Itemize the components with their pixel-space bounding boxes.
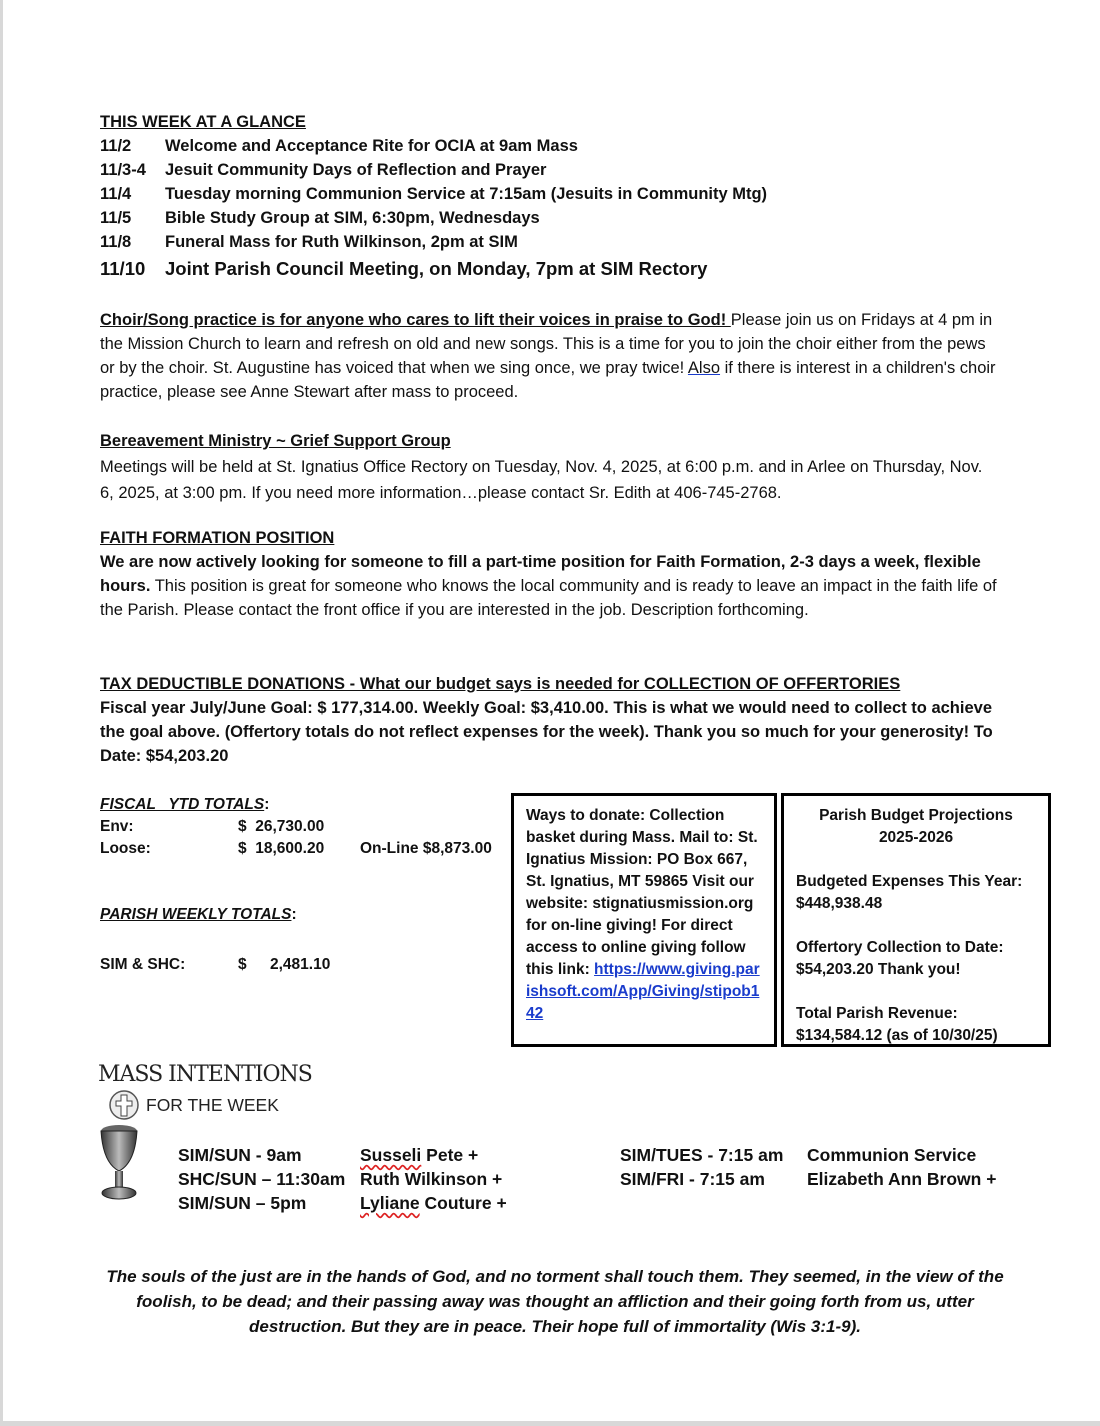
colon: : — [291, 906, 297, 923]
giving-link[interactable]: https://www.giving.parishsoft.com/App/Giving/stipob142 — [526, 961, 760, 1022]
mass-intention-row — [620, 1167, 996, 1191]
glance-text: Tuesday morning Communion Service at 7:15am (Jesuits in Community Mtg) — [165, 185, 768, 203]
mass-name: Ruth Wilkinson + — [360, 1169, 503, 1189]
glance-item — [100, 158, 1000, 182]
glance-date: 11/4 — [100, 185, 132, 203]
choir-body-2: if there is interest in a children's choir practice, please see Anne Stewart after mass to proceed. — [100, 359, 996, 401]
logo-sub: FOR THE WEEK — [146, 1094, 279, 1115]
glance-date: 11/5 — [100, 209, 132, 227]
cross-icon — [108, 1089, 140, 1121]
glance-item — [100, 257, 1000, 281]
scripture-quote: The souls of the just are in the hands of God, and no torment shall touch them. They seemed, in the view of the foolish, to be dead; and their passing away was thought an affliction and their going forth from us, utter destruction. But they are in peace. Their hope full of immortality (Wis 3:1-9). — [106, 1267, 1004, 1336]
sim-value: 2,481.10 — [270, 956, 331, 973]
choir-body: Please join us on Fridays at 4 pm in the Mission Church to learn and refresh on old and new songs. This is a time for you to join the choir either from the pews or by the choir. St. Augustine has voiced that when we sing once, we pray twice! — [100, 311, 993, 377]
mass-name-flagged: Susseli — [360, 1145, 422, 1165]
glance-text: Funeral Mass for Ruth Wilkinson, 2pm at SIM — [165, 233, 518, 251]
ways-to-donate-box — [511, 793, 777, 1047]
offertory-label: Offertory Collection to Date: — [796, 939, 1004, 956]
faith-bold: We are now actively looking for someone to fill a part-time position for Faith Formation, 2-3 days a week, flexible hours. — [100, 553, 981, 595]
colon: : — [264, 796, 270, 813]
mass-intention-row — [178, 1191, 507, 1215]
budget-box — [781, 793, 1051, 1047]
donate-text: Ways to donate: Collection basket during Mass. Mail to: St. Ignatius Mission: PO Box 667, St. Ignatius, MT 59865 Visit our website: stignatiusmission.org for on-line giving! For direct access to online giving follow this link: — [526, 807, 758, 978]
mass-intentions-left — [178, 1143, 507, 1215]
loose-label: Loose: — [100, 840, 151, 857]
tax-section — [100, 672, 1000, 768]
loose-value: $ 18,600.20 — [238, 840, 325, 857]
expenses-value: $448,938.48 — [796, 895, 883, 912]
faith-body: This position is great for someone who knows the local community and is ready to leave an impact in the faith life of the Parish. Please contact the front office if you are interested in the job. Description forthcoming. — [100, 577, 997, 619]
glance-date: 11/8 — [100, 233, 132, 251]
glance-date: 11/10 — [100, 258, 146, 279]
sim-dollar: $ — [238, 956, 247, 973]
mass-time: SHC/SUN – 11:30am — [178, 1169, 346, 1189]
mass-time: SIM/FRI - 7:15 am — [620, 1169, 765, 1189]
mass-intention-row — [620, 1143, 996, 1167]
faith-heading: FAITH FORMATION POSITION — [100, 529, 335, 547]
revenue-value: $134,584.12 (as of 10/30/25) — [796, 1027, 998, 1044]
revenue-label: Total Parish Revenue: — [796, 1005, 958, 1022]
online-value: On-Line $8,873.00 — [360, 840, 492, 857]
glance-text: Jesuit Community Days of Reflection and Prayer — [165, 161, 547, 179]
expenses-label: Budgeted Expenses This Year: — [796, 873, 1023, 890]
mass-name: Pete + — [421, 1145, 479, 1165]
mass-time: SIM/SUN – 5pm — [178, 1193, 307, 1213]
bereavement-heading: Bereavement Ministry ~ Grief Support Group — [100, 432, 451, 450]
glance-date: 11/3-4 — [100, 161, 146, 179]
glance-item — [100, 134, 1000, 158]
bereavement-section — [100, 428, 1000, 506]
fiscal-heading: FISCAL YTD TOTALS — [100, 796, 265, 813]
faith-formation-section — [100, 526, 1000, 622]
mass-intention-row — [178, 1143, 507, 1167]
mass-name-flagged: Lyliane — [360, 1193, 420, 1213]
sim-label: SIM & SHC: — [100, 956, 186, 973]
env-value: $ 26,730.00 — [238, 818, 325, 835]
mass-intentions-right — [620, 1143, 996, 1191]
glance-item — [100, 182, 1000, 206]
mass-name: Communion Service — [807, 1145, 977, 1165]
chalice-icon — [98, 1123, 144, 1203]
weekly-heading: PARISH WEEKLY TOTALS — [100, 906, 292, 923]
budget-title: Parish Budget Projections — [819, 807, 1013, 824]
mass-name: Elizabeth Ann Brown + — [807, 1169, 997, 1189]
glance-text: Welcome and Acceptance Rite for OCIA at 9am Mass — [165, 137, 578, 155]
mass-name: Couture + — [419, 1193, 507, 1213]
glance-text: Bible Study Group at SIM, 6:30pm, Wednesdays — [165, 209, 540, 227]
week-at-a-glance — [100, 110, 1000, 281]
bereavement-body: Meetings will be held at St. Ignatius Office Rectory on Tuesday, Nov. 4, 2025, at 6:00 p.m. and in Arlee on Thursday, Nov. 6, 2025, at 3:00 pm. If you need more information…please contact Sr. Edith at 406-745-2768. — [100, 458, 983, 502]
glance-item — [100, 230, 1000, 254]
tax-heading: TAX DEDUCTIBLE DONATIONS - What our budget says is needed for COLLECTION OF OFFERTORIES — [100, 675, 901, 693]
glance-date: 11/2 — [100, 137, 132, 155]
choir-section — [100, 308, 1000, 404]
mass-time: SIM/SUN - 9am — [178, 1145, 302, 1165]
offertory-value: $54,203.20 Thank you! — [796, 961, 961, 978]
tax-body: Fiscal year July/June Goal: $ 177,314.00. Weekly Goal: $3,410.00. This is what we would need to collect to achieve the goal above. (Offertory totals do not reflect expenses for the week). Thank you so much for your generosity! To Date: $54,203.20 — [100, 699, 993, 765]
choir-also: Also — [687, 359, 721, 377]
budget-year: 2025-2026 — [878, 829, 954, 846]
fiscal-totals — [100, 794, 492, 976]
glance-text: Joint Parish Council Meeting, on Monday, 7pm at SIM Rectory — [165, 258, 708, 279]
glance-heading: THIS WEEK AT A GLANCE — [100, 113, 306, 131]
mass-intention-row — [178, 1167, 507, 1191]
logo-title: MASS INTENTIONS — [98, 1062, 312, 1087]
env-label: Env: — [100, 818, 134, 835]
mass-time: SIM/TUES - 7:15 am — [620, 1145, 784, 1165]
glance-item — [100, 206, 1000, 230]
choir-heading: Choir/Song practice is for anyone who cares to lift their voices in praise to God! — [100, 311, 731, 329]
